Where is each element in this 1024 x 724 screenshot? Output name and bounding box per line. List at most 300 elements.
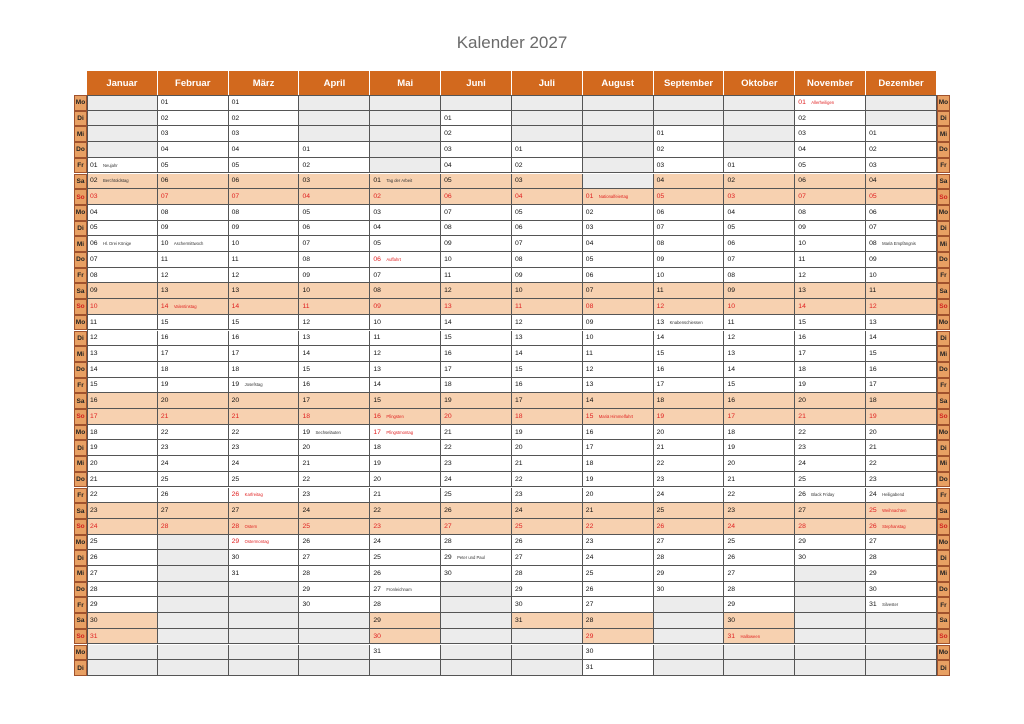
day-number: 16 <box>798 334 806 342</box>
day-number: 13 <box>656 318 665 326</box>
day-number: 26 <box>302 538 311 546</box>
day-number: 22 <box>160 428 169 436</box>
day-cell <box>87 221 158 237</box>
day-cell <box>441 629 512 645</box>
day-cell <box>441 425 512 441</box>
holiday-label: Halloween <box>740 633 761 639</box>
day-number: 06 <box>160 177 169 185</box>
day-number: 14 <box>231 302 240 310</box>
weekday-label-left-7: Mo <box>74 205 87 221</box>
day-cell <box>441 315 512 331</box>
day-number: 16 <box>160 334 169 342</box>
day-cell <box>654 362 725 378</box>
day-number: 05 <box>90 224 98 232</box>
day-cell <box>441 613 512 629</box>
day-number: 19 <box>90 444 98 452</box>
day-cell <box>87 582 158 598</box>
weekday-label-left-28: Mo <box>74 535 87 551</box>
day-number: 01 <box>869 130 877 138</box>
day-number: 24 <box>869 491 877 499</box>
weekday-label-right-0: Mo <box>937 95 950 111</box>
weekday-label-left-16: Mi <box>74 346 87 362</box>
day-cell <box>583 503 654 519</box>
day-number: 15 <box>90 381 98 389</box>
day-number: 28 <box>231 522 240 530</box>
day-number: 03 <box>373 208 381 216</box>
day-cell <box>724 158 795 174</box>
day-number: 25 <box>727 538 736 546</box>
day-cell <box>724 503 795 519</box>
day-cell <box>654 142 725 158</box>
day-cell <box>724 315 795 331</box>
day-cell <box>866 566 937 582</box>
day-number: 16 <box>869 365 877 373</box>
day-number: 10 <box>514 287 523 295</box>
day-cell <box>441 362 512 378</box>
weekday-label-left-33: Sa <box>74 613 87 629</box>
day-cell <box>654 519 725 535</box>
day-number: 30 <box>585 648 594 656</box>
day-number: 02 <box>90 177 98 185</box>
day-cell <box>158 252 229 268</box>
day-number: 05 <box>656 193 665 201</box>
day-cell <box>158 283 229 299</box>
holiday-label: Heiligabend <box>882 492 905 498</box>
day-cell <box>370 111 441 127</box>
day-number: 23 <box>869 475 877 483</box>
weekday-label-left-5: Sa <box>74 174 87 190</box>
day-cell <box>370 95 441 111</box>
day-number: 16 <box>231 334 240 342</box>
day-cell <box>370 503 441 519</box>
day-cell <box>654 252 725 268</box>
day-number: 09 <box>231 224 240 232</box>
day-number: 03 <box>514 177 523 185</box>
day-cell <box>512 503 583 519</box>
day-cell <box>87 174 158 190</box>
day-cell <box>441 645 512 661</box>
day-cell <box>370 221 441 237</box>
day-cell <box>724 142 795 158</box>
day-number: 16 <box>514 381 523 389</box>
day-cell <box>583 440 654 456</box>
day-number: 19 <box>585 475 594 483</box>
day-number: 20 <box>160 397 169 405</box>
day-number: 10 <box>798 240 806 248</box>
day-number: 17 <box>160 350 169 358</box>
day-cell <box>583 331 654 347</box>
day-cell <box>512 95 583 111</box>
weekday-label-right-15: Di <box>937 331 950 347</box>
month-header-5: Juni <box>441 71 512 95</box>
weekday-label-left-10: Do <box>74 252 87 268</box>
day-number: 10 <box>656 271 665 279</box>
day-number: 29 <box>869 569 877 577</box>
day-cell <box>370 472 441 488</box>
day-cell <box>370 488 441 504</box>
day-cell <box>866 315 937 331</box>
day-number: 11 <box>90 318 98 326</box>
day-number: 29 <box>302 585 311 593</box>
day-cell <box>87 331 158 347</box>
day-cell <box>229 535 300 551</box>
day-cell <box>441 158 512 174</box>
day-cell <box>866 582 937 598</box>
day-number: 22 <box>373 507 381 515</box>
day-cell <box>795 221 866 237</box>
day-cell <box>87 205 158 221</box>
day-cell <box>512 613 583 629</box>
day-number: 11 <box>444 271 452 279</box>
day-cell <box>229 645 300 661</box>
weekday-label-right-19: Sa <box>937 393 950 409</box>
day-cell <box>158 629 229 645</box>
day-number: 08 <box>727 271 736 279</box>
day-number: 14 <box>444 318 452 326</box>
day-number: 19 <box>444 397 452 405</box>
day-cell <box>299 645 370 661</box>
day-cell <box>795 503 866 519</box>
day-number: 26 <box>585 585 594 593</box>
day-number: 04 <box>727 208 736 216</box>
day-number: 17 <box>727 412 736 420</box>
day-number: 28 <box>585 616 594 624</box>
day-number: 30 <box>231 554 240 562</box>
day-cell <box>654 456 725 472</box>
day-cell <box>87 236 158 252</box>
day-cell <box>724 629 795 645</box>
day-number: 24 <box>231 459 240 467</box>
day-number: 08 <box>798 208 806 216</box>
day-number: 28 <box>90 585 98 593</box>
day-cell <box>724 174 795 190</box>
day-number: 13 <box>231 287 240 295</box>
day-cell <box>724 393 795 409</box>
day-cell <box>299 236 370 252</box>
day-cell <box>299 456 370 472</box>
day-cell <box>299 299 370 315</box>
day-cell <box>158 268 229 284</box>
day-cell <box>441 660 512 676</box>
day-cell <box>229 440 300 456</box>
day-number: 23 <box>444 459 452 467</box>
day-cell <box>724 488 795 504</box>
weekday-label-right-10: Do <box>937 252 950 268</box>
day-cell <box>370 362 441 378</box>
day-cell <box>583 158 654 174</box>
day-cell <box>654 189 725 205</box>
day-number: 03 <box>444 145 452 153</box>
month-header-4: Mai <box>370 71 441 95</box>
day-number: 04 <box>656 177 665 185</box>
day-number: 14 <box>656 334 665 342</box>
day-number: 14 <box>373 381 381 389</box>
day-cell <box>87 409 158 425</box>
day-cell <box>158 535 229 551</box>
day-number: 15 <box>160 318 169 326</box>
day-cell <box>87 425 158 441</box>
day-cell <box>370 566 441 582</box>
day-number: 23 <box>727 507 736 515</box>
day-cell <box>229 378 300 394</box>
day-cell <box>724 362 795 378</box>
day-number: 26 <box>798 491 806 499</box>
day-number: 30 <box>444 569 452 577</box>
day-number: 12 <box>231 271 240 279</box>
weekday-label-left-17: Do <box>74 362 87 378</box>
day-number: 24 <box>727 522 736 530</box>
day-cell <box>724 456 795 472</box>
day-cell <box>866 550 937 566</box>
day-number: 12 <box>869 302 877 310</box>
day-number: 26 <box>869 522 877 530</box>
day-number: 18 <box>656 397 665 405</box>
day-number: 20 <box>869 428 877 436</box>
day-cell <box>441 346 512 362</box>
day-number: 19 <box>727 444 736 452</box>
day-cell <box>654 409 725 425</box>
day-number: 10 <box>727 302 736 310</box>
day-cell <box>441 283 512 299</box>
day-number: 25 <box>798 475 806 483</box>
day-cell <box>583 142 654 158</box>
day-cell <box>370 645 441 661</box>
weekday-label-left-13: So <box>74 299 87 315</box>
day-number: 11 <box>231 255 239 263</box>
day-cell <box>724 126 795 142</box>
weekday-label-right-11: Fr <box>937 268 950 284</box>
day-number: 27 <box>160 507 169 515</box>
day-cell <box>229 519 300 535</box>
day-cell <box>370 582 441 598</box>
grid-top-border <box>87 95 937 96</box>
day-cell <box>583 236 654 252</box>
day-cell <box>654 566 725 582</box>
day-number: 12 <box>302 318 311 326</box>
day-cell <box>866 472 937 488</box>
day-number: 31 <box>231 569 240 577</box>
day-cell <box>299 126 370 142</box>
day-cell <box>512 566 583 582</box>
day-number: 29 <box>656 569 665 577</box>
day-cell <box>866 393 937 409</box>
day-cell <box>866 629 937 645</box>
day-cell <box>512 535 583 551</box>
day-cell <box>583 519 654 535</box>
day-number: 31 <box>514 616 523 624</box>
day-cell <box>370 283 441 299</box>
day-cell <box>229 660 300 676</box>
day-cell <box>512 283 583 299</box>
day-cell <box>654 126 725 142</box>
day-cell <box>158 315 229 331</box>
day-number: 04 <box>302 193 311 201</box>
day-cell <box>724 425 795 441</box>
day-cell <box>795 95 866 111</box>
weekday-label-left-22: Di <box>74 440 87 456</box>
day-number: 17 <box>656 381 665 389</box>
day-cell <box>866 378 937 394</box>
day-number: 09 <box>514 271 523 279</box>
day-number: 24 <box>798 459 806 467</box>
day-cell <box>441 252 512 268</box>
day-number: 04 <box>231 145 240 153</box>
day-number: 29 <box>90 601 98 609</box>
day-cell <box>866 660 937 676</box>
day-cell <box>370 613 441 629</box>
day-cell <box>583 189 654 205</box>
day-cell <box>299 488 370 504</box>
day-cell <box>87 126 158 142</box>
day-cell <box>583 456 654 472</box>
day-cell <box>229 346 300 362</box>
weekday-label-left-8: Di <box>74 221 87 237</box>
day-cell <box>87 488 158 504</box>
day-cell <box>299 425 370 441</box>
day-number: 27 <box>444 522 452 530</box>
day-number: 28 <box>302 569 311 577</box>
day-number: 01 <box>231 98 240 106</box>
day-cell <box>299 142 370 158</box>
day-cell <box>87 503 158 519</box>
day-number: 15 <box>302 365 311 373</box>
day-number: 10 <box>160 240 169 248</box>
day-number: 16 <box>727 397 736 405</box>
day-cell <box>229 95 300 111</box>
day-cell <box>512 472 583 488</box>
day-cell <box>654 205 725 221</box>
day-cell <box>87 315 158 331</box>
day-cell <box>87 550 158 566</box>
day-number: 05 <box>302 208 311 216</box>
day-number: 24 <box>160 459 169 467</box>
day-number: 14 <box>727 365 736 373</box>
day-cell <box>866 409 937 425</box>
day-cell <box>441 268 512 284</box>
day-cell <box>441 299 512 315</box>
day-cell <box>299 252 370 268</box>
holiday-label: Pfingstmontag <box>386 429 414 435</box>
day-cell <box>583 126 654 142</box>
day-number: 03 <box>160 130 169 138</box>
day-cell <box>87 252 158 268</box>
day-cell <box>299 331 370 347</box>
month-header-10: November <box>795 71 866 95</box>
day-number: 25 <box>373 554 381 562</box>
day-number: 17 <box>373 428 381 436</box>
holiday-label: Allerheiligen <box>811 99 835 105</box>
day-number: 15 <box>514 365 523 373</box>
day-number: 17 <box>90 412 98 420</box>
day-cell <box>724 440 795 456</box>
day-cell <box>654 613 725 629</box>
day-cell <box>654 425 725 441</box>
day-cell <box>654 378 725 394</box>
day-cell <box>654 174 725 190</box>
day-cell <box>795 535 866 551</box>
day-number: 26 <box>727 554 736 562</box>
weekday-label-right-8: Di <box>937 221 950 237</box>
weekday-label-right-21: Mo <box>937 425 950 441</box>
day-number: 07 <box>231 193 240 201</box>
weekday-label-left-18: Fr <box>74 378 87 394</box>
day-cell <box>158 503 229 519</box>
day-cell <box>87 346 158 362</box>
day-cell <box>512 488 583 504</box>
day-number: 10 <box>373 318 381 326</box>
weekday-label-left-0: Mo <box>74 95 87 111</box>
weekday-label-left-23: Mi <box>74 456 87 472</box>
day-number: 14 <box>869 334 877 342</box>
day-cell <box>724 660 795 676</box>
day-number: 09 <box>869 255 877 263</box>
day-cell <box>229 488 300 504</box>
holiday-label: Pfingsten <box>386 413 404 419</box>
day-cell <box>724 252 795 268</box>
day-cell <box>866 425 937 441</box>
day-cell <box>229 174 300 190</box>
day-cell <box>795 111 866 127</box>
weekday-label-left-36: Di <box>74 660 87 676</box>
day-cell <box>654 440 725 456</box>
day-cell <box>795 331 866 347</box>
day-number: 27 <box>373 585 381 593</box>
day-number: 25 <box>514 522 523 530</box>
day-cell <box>441 174 512 190</box>
day-cell <box>724 409 795 425</box>
day-number: 06 <box>869 208 877 216</box>
day-number: 22 <box>656 459 665 467</box>
day-cell <box>370 236 441 252</box>
day-cell <box>158 582 229 598</box>
day-number: 20 <box>727 459 736 467</box>
day-cell <box>795 409 866 425</box>
day-cell <box>654 299 725 315</box>
day-cell <box>512 346 583 362</box>
weekday-label-left-1: Di <box>74 111 87 127</box>
day-number: 24 <box>585 554 594 562</box>
day-number: 19 <box>514 428 523 436</box>
day-number: 14 <box>302 350 311 358</box>
day-number: 25 <box>444 491 452 499</box>
day-number: 27 <box>514 554 523 562</box>
day-cell <box>654 268 725 284</box>
day-number: 27 <box>90 569 98 577</box>
day-number: 20 <box>514 444 523 452</box>
day-cell <box>87 440 158 456</box>
day-cell <box>724 236 795 252</box>
day-number: 18 <box>231 365 240 373</box>
day-number: 01 <box>727 161 736 169</box>
day-cell <box>441 440 512 456</box>
day-number: 04 <box>798 145 806 153</box>
day-number: 11 <box>302 302 310 310</box>
day-number: 23 <box>656 475 665 483</box>
holiday-label: Ostern <box>244 523 258 529</box>
day-cell <box>654 315 725 331</box>
day-cell <box>795 299 866 315</box>
day-number: 31 <box>869 601 877 609</box>
day-number: 05 <box>869 193 877 201</box>
day-cell <box>229 283 300 299</box>
day-cell <box>583 315 654 331</box>
day-number: 23 <box>798 444 806 452</box>
holiday-label: Neujahr <box>103 162 118 168</box>
day-cell <box>654 660 725 676</box>
day-number: 29 <box>373 616 381 624</box>
weekday-label-right-17: Do <box>937 362 950 378</box>
day-number: 12 <box>373 350 381 358</box>
